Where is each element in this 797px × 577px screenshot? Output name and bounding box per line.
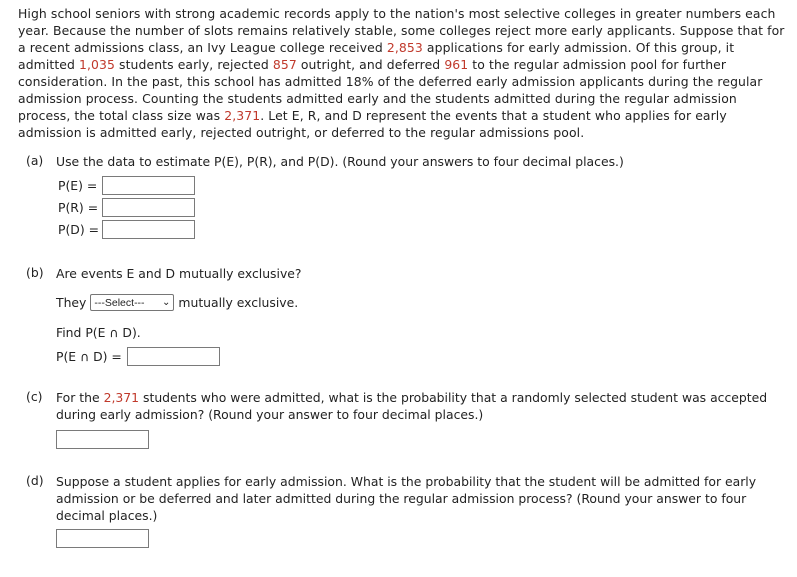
pr-input[interactable] — [102, 198, 195, 217]
pd-row — [58, 220, 195, 239]
intro-seg4: outright, and deferred — [296, 57, 445, 72]
part-d-question: Suppose a student applies for early admission. What is the probability that the student will be admitted for early admission or be deferred and later admitted during the regular admission process? (Round your answer to four decimal places.) — [56, 474, 757, 523]
pd-label: P(D) = — [58, 222, 100, 237]
intro-seg5: to the regular admission pool for further consideration. In the past, this school has admitted 18% of the deferred early admission applicants during the regular admission process. Counting the students admitted early and the students admitted during the regular admission process, the total class size was — [18, 57, 763, 123]
chevron-down-icon: ⌄ — [162, 296, 171, 308]
part-a-question: Use the data to estimate P(E), P(R), and P(D). (Round your answers to four decimal places.) — [56, 154, 624, 169]
intro-seg6: . Let E, R, and D represent the events that a student who applies for early admission is admitted early, rejected outright, or deferred to the regular admissions pool. — [18, 108, 727, 140]
pe-input[interactable] — [102, 176, 195, 195]
applications-count: 2,853 — [386, 40, 423, 55]
select-value: ---Select--- — [94, 296, 145, 309]
part-a-label: (a) — [26, 153, 44, 168]
find-intersection-text: Find P(E ∩ D). — [56, 325, 141, 340]
pr-row — [58, 198, 195, 217]
exclusive-select[interactable] — [90, 294, 174, 311]
part-b-label: (b) — [26, 265, 44, 280]
after-select-text: mutually exclusive. — [178, 295, 299, 310]
part-d-input[interactable] — [56, 529, 149, 548]
total-count: 2,371 — [224, 108, 261, 123]
part-c-label: (c) — [26, 389, 43, 404]
part-c-question — [56, 389, 776, 423]
part-c-answer-row — [56, 430, 149, 449]
intro-seg1: High school seniors with strong academic records apply to the nation's most selective colleges in greater numbers each year. Because the number of slots remains relatively stable, some colleges reject more early applicants. Suppose that for a recent admissions class, an Ivy League college received — [18, 6, 785, 55]
pr-label: P(R) = — [58, 200, 99, 215]
pe-row — [58, 176, 195, 195]
part-c-input[interactable] — [56, 430, 149, 449]
pd-input[interactable] — [102, 220, 195, 239]
intersection-label: P(E ∩ D) = — [56, 349, 122, 364]
part-b-question: Are events E and D mutually exclusive? — [56, 266, 302, 281]
part-d-label: (d) — [26, 473, 44, 488]
exclusive-row — [56, 294, 298, 311]
deferred-count: 961 — [444, 57, 469, 72]
part-d-answer-row — [56, 529, 149, 548]
problem-intro — [18, 5, 793, 141]
intro-seg2: applications for early admission. Of this group, it admitted — [18, 40, 735, 72]
they-text: They — [56, 295, 87, 310]
pe-label: P(E) = — [58, 178, 98, 193]
rejected-count: 857 — [272, 57, 297, 72]
intersection-row — [56, 347, 220, 366]
intersection-input[interactable] — [127, 347, 220, 366]
part-c-total: 2,371 — [103, 390, 140, 405]
part-c-text-pre: For the — [56, 390, 104, 405]
part-c-text-post: students who were admitted, what is the probability that a randomly selected student was accepted during early admission? (Round your answer to four decimal places.) — [56, 390, 768, 422]
intro-seg3: students early, rejected — [115, 57, 273, 72]
admitted-count: 1,035 — [79, 57, 115, 72]
